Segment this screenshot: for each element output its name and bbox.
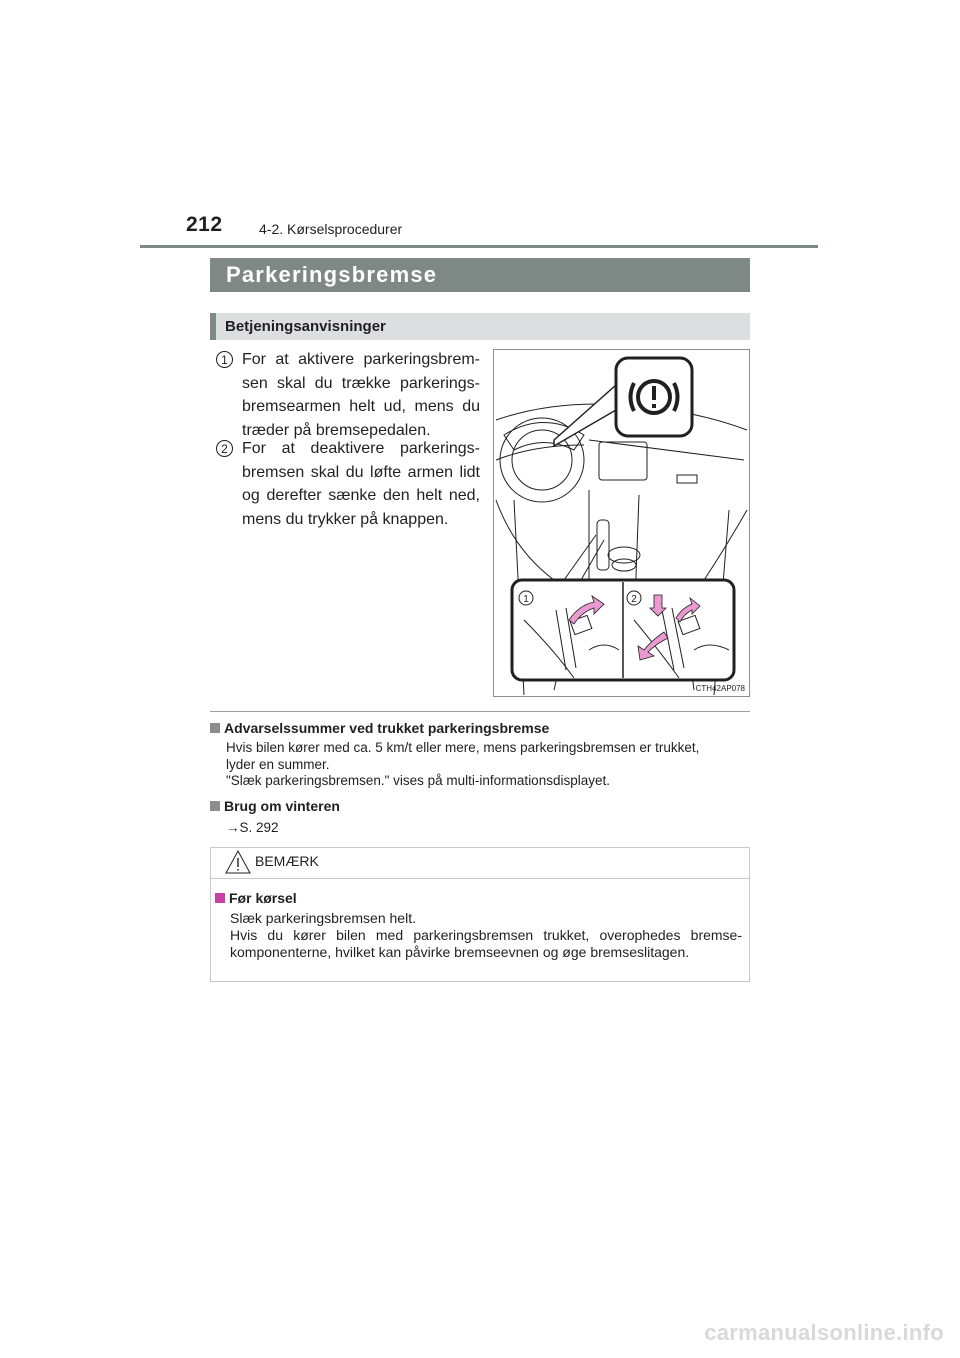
note-body: Hvis bilen kører med ca. 5 km/t eller mere, mens parkeringsbremsen er trukket, lyder en summer. "Slæk parkeringsbremsen." vises på multi-informationsdisplayet. [226, 740, 700, 788]
caution-box [210, 847, 750, 982]
parking-brake-illustration [493, 349, 750, 697]
section-header [210, 258, 750, 292]
watermark: carmanualsonline.info [704, 1320, 944, 1345]
callout-2-label: 2 [631, 594, 637, 605]
note-body: →S. 292 [226, 820, 279, 835]
figure-code: CTH42AP078 [695, 684, 745, 693]
caution-text: Slæk parkeringsbremsen helt. Hvis du kører bilen med parkeringsbremsen trukket, overophedes bremse-komponenterne, hvilket kan påvirke bremseevnen og øge bremseslitagen. [230, 910, 742, 960]
warning-triangle-icon [225, 849, 251, 875]
bullet-square-icon [215, 893, 225, 903]
step-text: For at aktivere parkeringsbrem-sen skal du trække parkerings-bremsearmen helt ud, mens du træder på bremsepedalen. [242, 351, 480, 439]
note-title: Brug om vinteren [210, 798, 340, 814]
divider [210, 711, 750, 712]
step-2 [216, 437, 480, 531]
bullet-square-icon [210, 723, 220, 733]
page-number: 212 [186, 213, 223, 236]
caution-subtitle: Før kørsel [215, 890, 297, 906]
step-1 [216, 348, 480, 442]
step-number: 2 [216, 440, 233, 457]
section-title: Parkeringsbremse [226, 262, 438, 287]
step-text: For at deaktivere parkerings-bremsen skal du løfte armen lidt og derefter sænke den helt ned, mens du trykker på knappen. [242, 440, 480, 528]
step-number: 1 [216, 351, 233, 368]
subsection-accent [210, 313, 216, 340]
header-rule [140, 245, 818, 248]
caution-rule [211, 878, 749, 879]
note-title: Advarselssummer ved trukket parkeringsbremse [210, 720, 549, 736]
callout-1-label: 1 [523, 594, 529, 605]
subsection-header [210, 313, 750, 340]
caution-label: BEMÆRK [255, 853, 319, 869]
subsection-title: Betjeningsanvisninger [225, 318, 386, 335]
dashboard-drawing [494, 350, 749, 696]
bullet-square-icon [210, 801, 220, 811]
chapter-title: 4-2. Kørselsprocedurer [259, 221, 403, 237]
